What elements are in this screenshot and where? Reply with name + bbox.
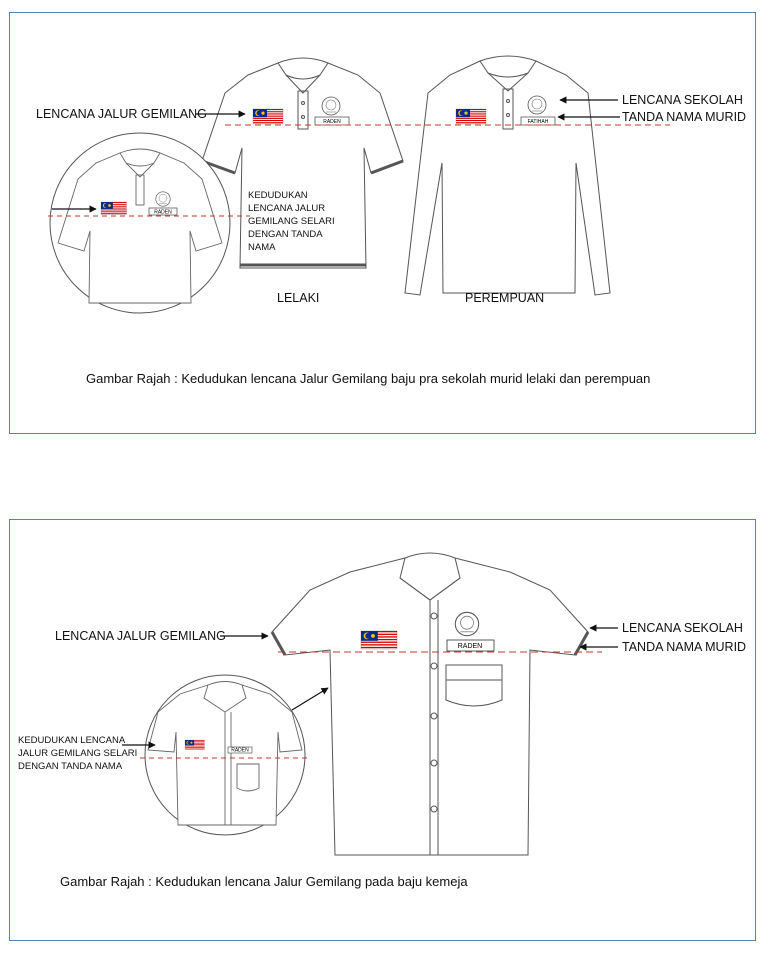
label-flag-badge: LENCANA JALUR GEMILANG <box>36 107 207 121</box>
label-flag-badge-shirt: LENCANA JALUR GEMILANG <box>55 629 226 643</box>
female-shirt <box>405 56 610 295</box>
female-school-badge-icon <box>528 96 546 114</box>
main-school-badge-icon <box>455 612 478 635</box>
male-school-badge-icon <box>322 97 340 115</box>
note-line: NAMA <box>248 242 276 253</box>
caption-preschool: Gambar Rajah : Kedudukan lencana Jalur Gemilang baju pra sekolah murid lelaki dan perempuan <box>86 371 651 386</box>
zoom-name-tag-text: RADEN <box>154 209 172 216</box>
arrow-zoom-link <box>292 688 328 710</box>
note-parallel-position <box>248 189 335 254</box>
note-line: DENGAN TANDA <box>248 229 323 240</box>
zoom-flag-icon-shirt <box>185 740 205 750</box>
zoom-school-badge-icon <box>156 192 170 206</box>
female-name-tag-text: FATIHAH <box>527 119 549 125</box>
note-line: JALUR GEMILANG SELARI <box>18 748 138 759</box>
main-name-tag-text: RADEN <box>457 643 483 650</box>
zoom-flag-icon <box>101 202 127 215</box>
zoom-name-tag-text-shirt: RADEN <box>231 747 249 754</box>
caption-shirt: Gambar Rajah : Kedudukan lencana Jalur Gemilang pada baju kemeja <box>60 874 468 889</box>
note-line: LENCANA JALUR <box>248 203 326 214</box>
label-school-badge-shirt: LENCANA SEKOLAH <box>622 621 743 635</box>
note-line: GEMILANG SELARI <box>248 216 335 227</box>
male-flag-icon <box>253 109 283 124</box>
label-female: PEREMPUAN <box>465 291 545 305</box>
main-shirt <box>272 553 588 855</box>
panel-shirt <box>9 519 756 941</box>
note-line: DENGAN TANDA NAMA <box>18 761 123 772</box>
label-student-name-tag: TANDA NAMA MURID <box>622 110 747 124</box>
label-male: LELAKI <box>277 291 320 305</box>
label-student-name-tag-shirt: TANDA NAMA MURID <box>622 640 747 654</box>
note-line: KEDUDUKAN LENCANA <box>18 735 126 746</box>
male-name-tag-text: RADEN <box>323 119 341 125</box>
note-parallel-position-shirt <box>18 734 137 773</box>
main-flag-icon <box>361 631 397 649</box>
label-school-badge: LENCANA SEKOLAH <box>622 93 743 107</box>
female-flag-icon <box>456 109 486 124</box>
panel-preschool <box>9 12 756 434</box>
preschool-diagram <box>10 13 755 433</box>
note-line: KEDUDUKAN <box>248 190 308 201</box>
